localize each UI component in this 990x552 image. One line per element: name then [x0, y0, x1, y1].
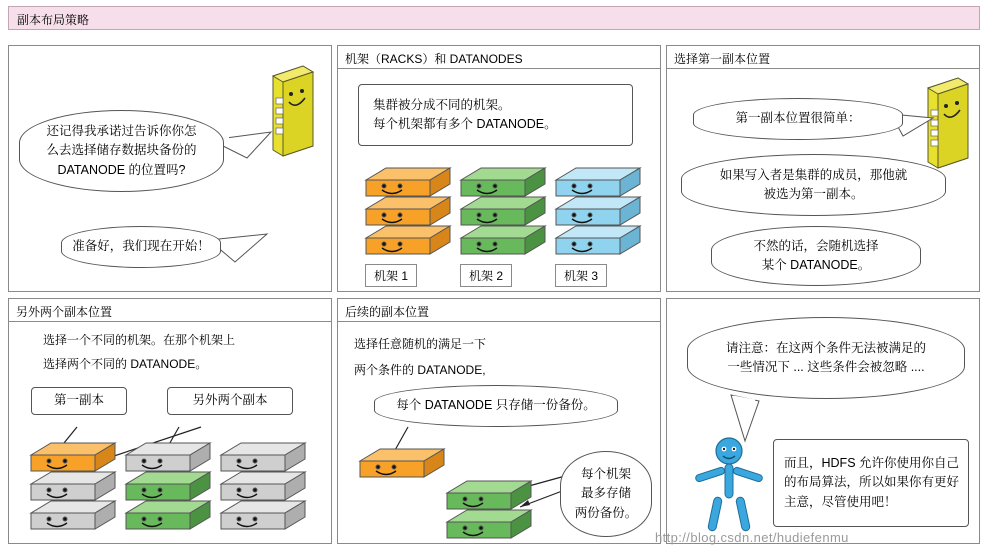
- bubble-first-replica-simple: [693, 98, 903, 140]
- bubble-line: 的布局算法，所以如果你有更好: [784, 475, 960, 490]
- panel5-text-line-1: 选择任意随机的满足一下: [354, 337, 487, 351]
- bubble-max-two-per-rack: [560, 451, 652, 537]
- bubble-get-ready: [61, 226, 221, 268]
- tag-first-replica: [31, 387, 127, 415]
- bubble-line: 主意，尽管使用吧！: [784, 494, 897, 509]
- bubble-line: 准备好，我们现在开始！: [72, 239, 210, 254]
- bubble-line: 么去选择储存数据块备份的: [46, 143, 197, 158]
- bubble-line: 请注意：在这两个条件无法被满足的: [725, 340, 926, 355]
- rack-label-3: 机架 3: [555, 264, 607, 287]
- bubble-line: 每个机架: [580, 466, 631, 481]
- bubble-line: 而且，HDFS 允许你使用你自己: [784, 455, 960, 470]
- datanode-green-pair: [443, 477, 535, 552]
- panel5-text-line-2: 两个条件的 DATANODE,: [354, 363, 486, 377]
- panel4-text-line-2: 选择两个不同的 DATANODE。: [43, 357, 208, 371]
- watermark: http://blog.csdn.net/hudiefenmu: [655, 530, 849, 545]
- panel-first-replica: [666, 45, 980, 292]
- rack-group-c: [217, 439, 309, 542]
- bubble-remember-promise: [19, 110, 224, 192]
- rack-2: [457, 164, 549, 267]
- rack-label-1: 机架 1: [365, 264, 417, 287]
- rack-1: [362, 164, 454, 267]
- stick-figure-icon: [689, 435, 769, 544]
- bubble-please-note: [687, 317, 965, 399]
- panel-header: [9, 299, 331, 322]
- bubble-line: DATANODE 的位置吗?: [57, 162, 186, 177]
- bubble-line: 集群被分成不同的机架。: [373, 97, 511, 112]
- bubble-line: 每个机架都有多个 DATANODE。: [373, 117, 557, 131]
- tag-label: 第一副本: [53, 393, 104, 408]
- bubble-line: 还记得我承诺过告诉你你怎: [46, 123, 197, 138]
- panel4-text-line-1: 选择一个不同的机架。在那个机架上: [43, 333, 236, 347]
- panel-header: [338, 299, 660, 322]
- bubble-cluster-split: [358, 84, 633, 146]
- bubble-line: 第一副本位置很简单：: [735, 111, 861, 126]
- panel-header: [338, 46, 660, 69]
- datanode-orange: [356, 445, 448, 490]
- panel-other-two-replicas: [8, 298, 332, 544]
- panel-notes: [666, 298, 980, 544]
- bubble-writer-is-member: [681, 154, 946, 216]
- bubble-line: 某个 DATANODE。: [761, 258, 871, 272]
- bubble-line: 两份备份。: [574, 505, 638, 520]
- bubble-line: 最多存储: [580, 486, 631, 501]
- bubble-random-datanode: [711, 226, 921, 286]
- panel-title: 后续的副本位置: [345, 305, 430, 319]
- rack-group-b: [122, 439, 214, 542]
- window-title-bar: [8, 6, 980, 30]
- panel-subsequent-replicas: [337, 298, 661, 544]
- panel-title: 选择第一副本位置: [674, 52, 771, 66]
- panel-intro: [8, 45, 332, 292]
- panel-title: 机架（RACKS）和 DATANODES: [345, 52, 523, 66]
- bubble-hdfs-pluggable-policy: [773, 439, 969, 527]
- bubble-one-replica-per-datanode: [374, 385, 618, 427]
- bubble-line: 每个 DATANODE 只存储一份备份。: [396, 398, 596, 413]
- panel-header: [667, 46, 979, 69]
- bubble-line: 被选为第一副本。: [763, 187, 864, 201]
- rack-group-a: [27, 439, 119, 542]
- tag-other-two-replicas: [167, 387, 293, 415]
- tag-label: 另外两个副本: [192, 393, 268, 408]
- rack-3: [552, 164, 644, 267]
- bubble-line: 不然的话，会随机选择: [753, 238, 879, 253]
- panel-title: 另外两个副本位置: [16, 305, 113, 319]
- panel-racks-and-datanodes: [337, 45, 661, 292]
- page-title: 副本布局策略: [17, 13, 90, 27]
- bubble-line: 一些情况下 ... 这些条件会被忽略 ....: [727, 360, 925, 374]
- bubble-line: 如果写入者是集群的成员，那他就: [719, 167, 908, 182]
- rack-label-2: 机架 2: [460, 264, 512, 287]
